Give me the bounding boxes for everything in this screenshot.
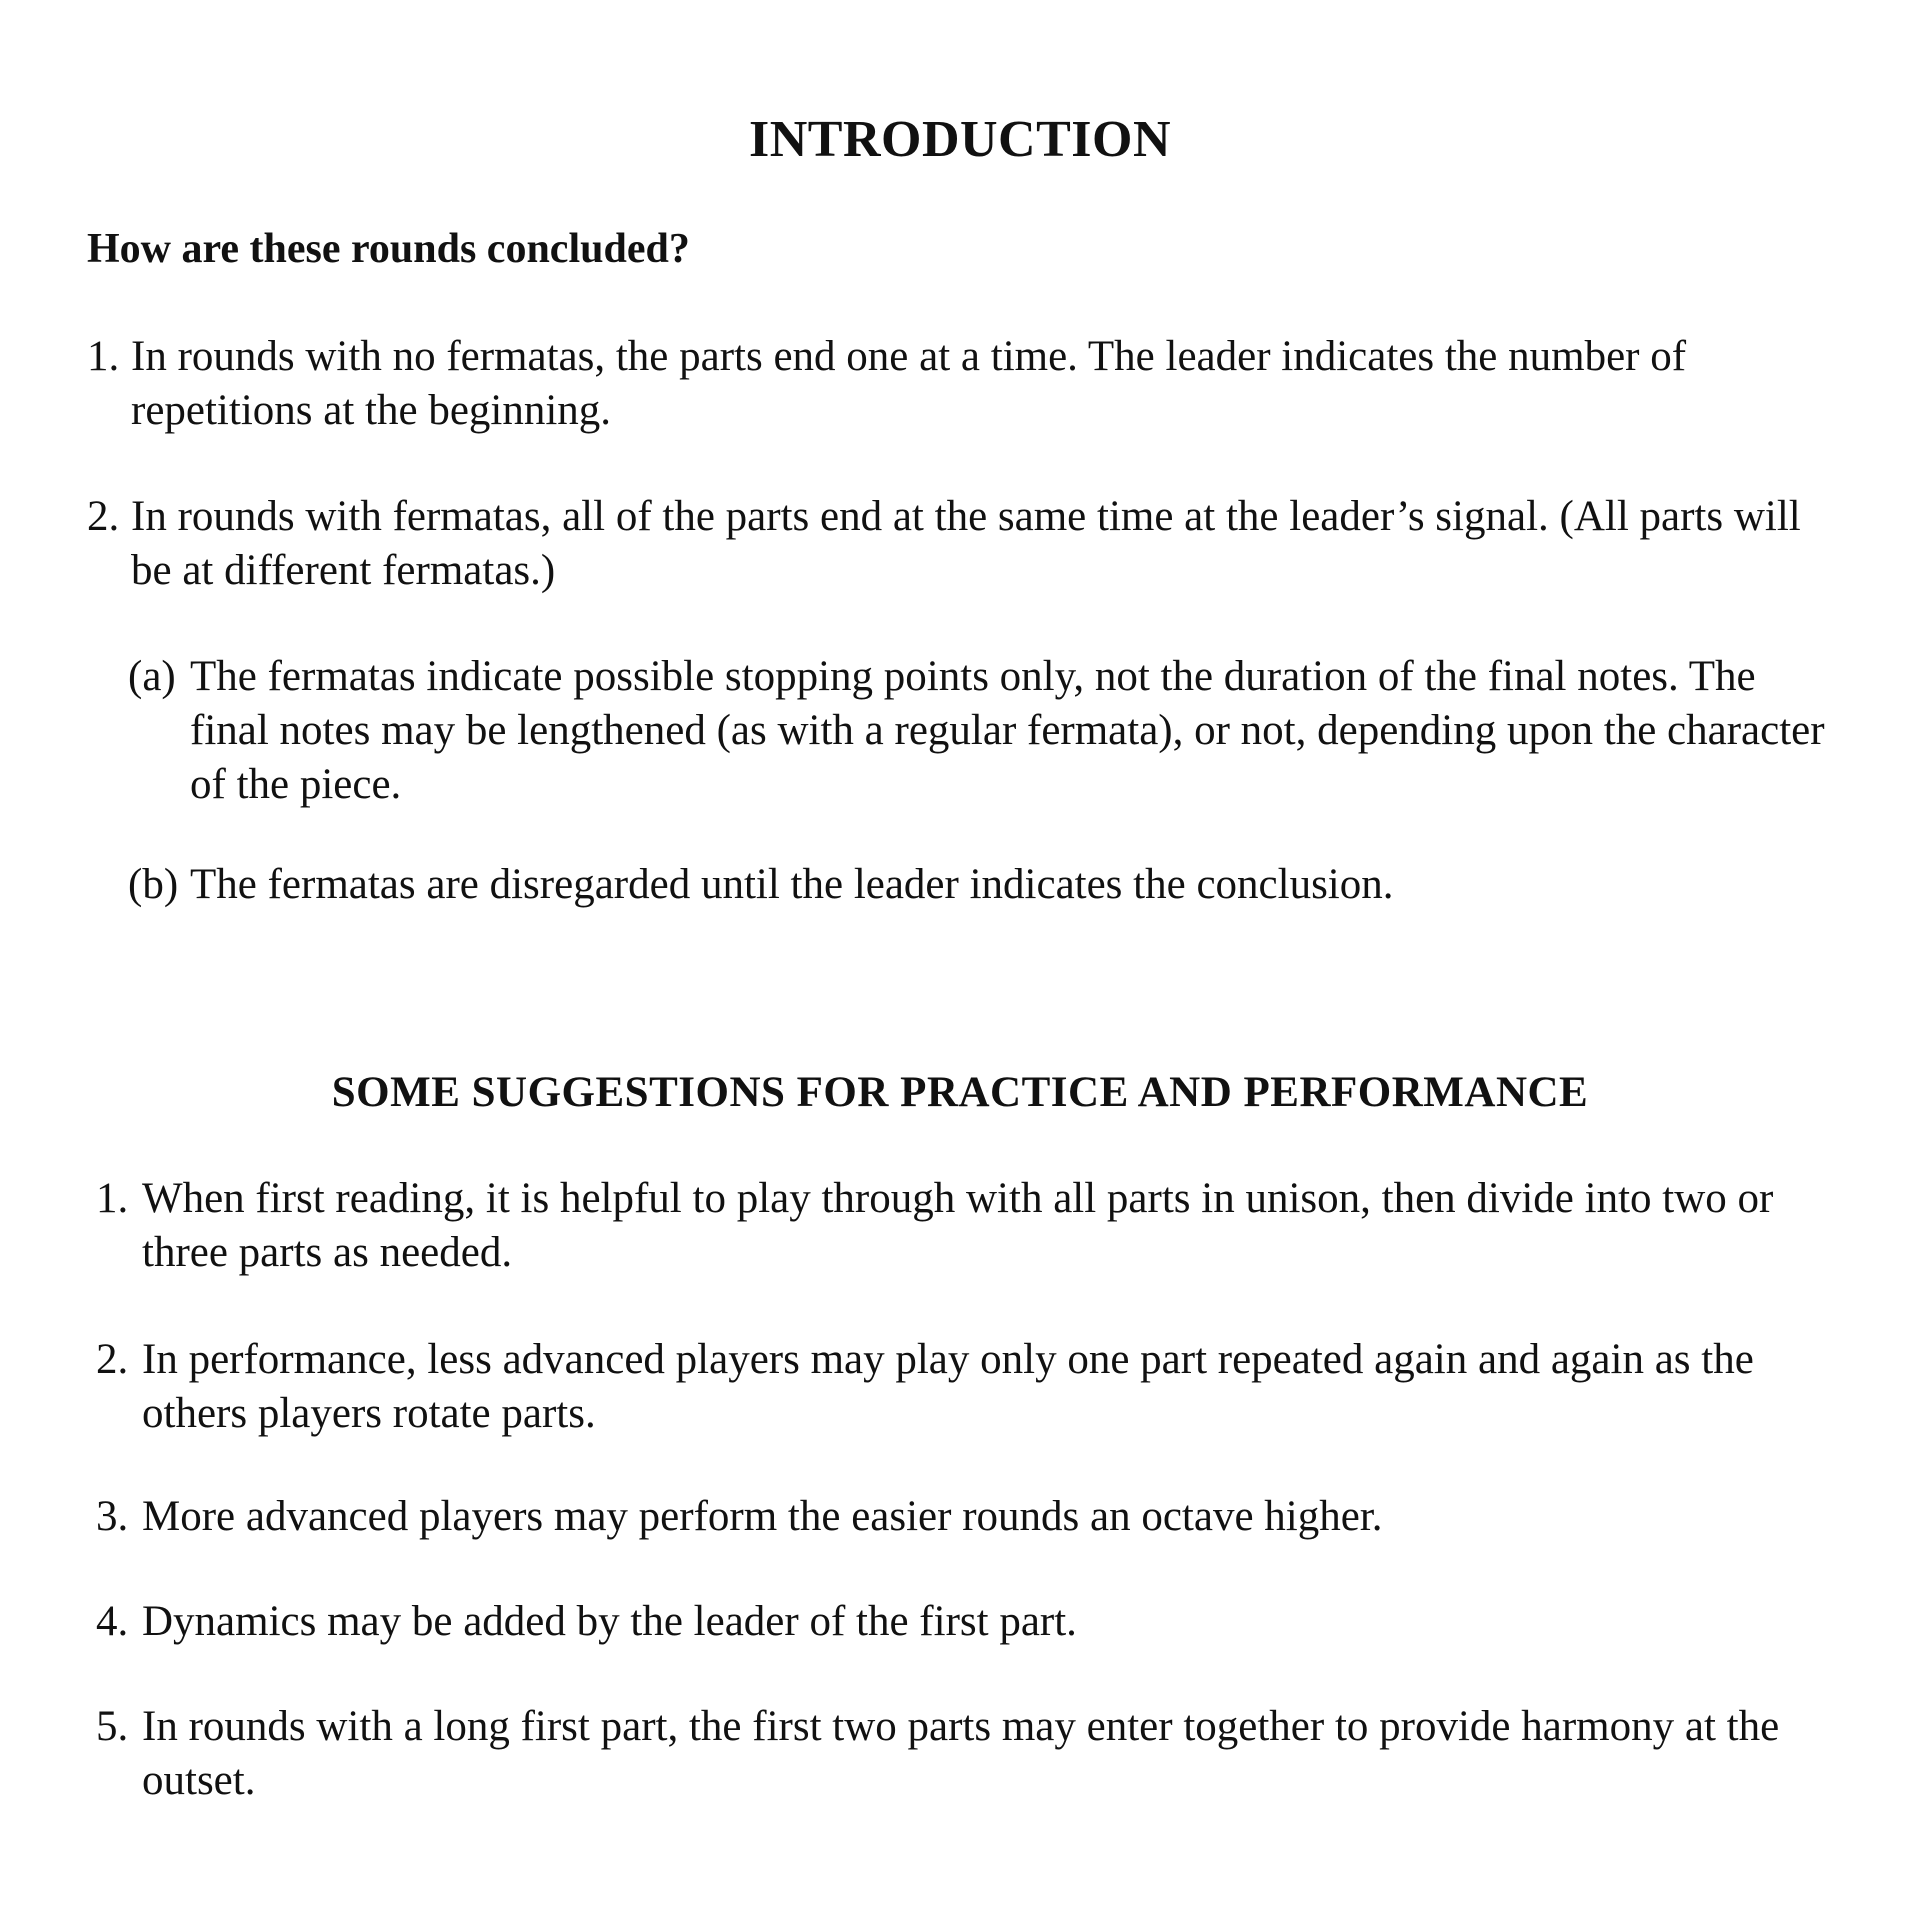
list-number: 1. [96, 1175, 129, 1222]
suggestion-list-item-2 [96, 1333, 1846, 1441]
intro-list-item-2 [87, 490, 1847, 598]
list-text: Dynamics may be added by the leader of the first part. [142, 1598, 1077, 1645]
suggestion-list-item-3 [96, 1490, 1846, 1544]
list-text: More advanced players may perform the easier rounds an octave higher. [142, 1493, 1383, 1540]
list-text: In rounds with fermatas, all of the parts end at the same time at the leader’s signal. (All parts will be at different fermatas.) [131, 493, 1801, 594]
intro-sublist-item-b [128, 858, 1828, 912]
sublist-letter: (b) [128, 861, 179, 908]
intro-sublist-item-a [128, 650, 1828, 812]
list-text: In rounds with no fermatas, the parts end one at a time. The leader indicates the number of repetitions at the beginning. [131, 333, 1687, 434]
suggestion-list-item-4 [96, 1595, 1846, 1649]
suggestion-list-item-1 [96, 1172, 1846, 1280]
list-number: 2. [87, 493, 120, 540]
list-number: 5. [96, 1703, 129, 1750]
sublist-text: The fermatas are disregarded until the leader indicates the conclusion. [190, 861, 1394, 908]
question-subheading: How are these rounds concluded? [87, 226, 690, 272]
list-text: When first reading, it is helpful to play through with all parts in unison, then divide into two or three parts as needed. [142, 1175, 1774, 1276]
intro-list-item-1 [87, 330, 1847, 438]
sublist-text: The fermatas indicate possible stopping points only, not the duration of the final notes. The final notes may be lengthened (as with a regular fermata), or not, depending upon the character of the piece. [190, 653, 1825, 808]
suggestion-list-item-5 [96, 1700, 1846, 1808]
introduction-heading: INTRODUCTION [748, 111, 1172, 168]
list-number: 4. [96, 1598, 129, 1645]
list-text: In rounds with a long first part, the first two parts may enter together to provide harmony at the outset. [142, 1703, 1780, 1804]
suggestions-heading: SOME SUGGESTIONS FOR PRACTICE AND PERFORMANCE [331, 1069, 1589, 1116]
list-number: 1. [87, 333, 120, 380]
list-number: 2. [96, 1336, 129, 1383]
sublist-letter: (a) [128, 653, 176, 700]
list-number: 3. [96, 1493, 129, 1540]
list-text: In performance, less advanced players may play only one part repeated again and again as the others players rotate parts. [142, 1336, 1754, 1437]
